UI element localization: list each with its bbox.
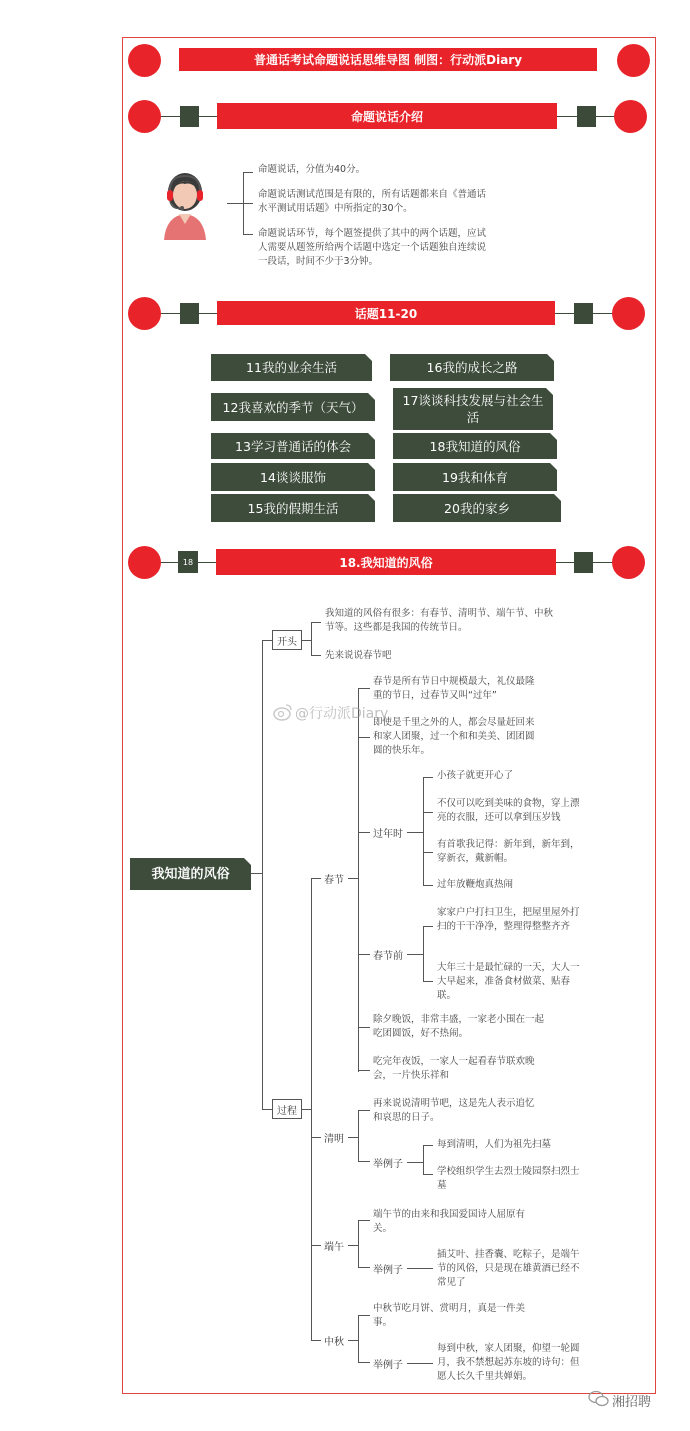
sec18-right-square — [574, 552, 593, 573]
spring-after-1: 除夕晚饭，非常丰盛，一家老小围在一起吃团圆饭，好不热闹。 — [373, 1014, 545, 1039]
intro-section-title: 命题说话介绍 — [217, 103, 557, 129]
topic-item: 18我知道的风俗 — [393, 433, 557, 459]
connector-line — [423, 777, 424, 886]
intro-right-square — [577, 106, 596, 127]
header-right-dot — [617, 44, 650, 77]
connector-line — [358, 1161, 370, 1162]
connector-line — [423, 1174, 433, 1175]
connector-line — [423, 852, 433, 853]
node-duanwu-example: 举例子 — [373, 1265, 403, 1276]
qingming-example-2: 学校组织学生去烈士陵园祭扫烈士墓 — [437, 1166, 580, 1191]
connector-line — [358, 954, 370, 955]
node-opening: 开头 — [272, 630, 302, 650]
topic-item: 14谈谈服饰 — [211, 463, 375, 491]
connector-line — [358, 1315, 359, 1363]
topic-item: 13学习普通话的体会 — [211, 433, 375, 459]
connector-line — [311, 655, 321, 656]
intro-left-square — [180, 106, 199, 127]
connector-line — [311, 1245, 321, 1246]
topics-left-dot — [128, 297, 161, 330]
connector-line — [358, 832, 370, 833]
spring-intro-1: 春节是所有节日中规模最大，礼仪最隆重的节日，过春节又叫“过年” — [373, 676, 535, 701]
watermark-corner: 湘招聘 — [612, 1395, 652, 1410]
connector-line — [348, 1245, 358, 1246]
connector-line — [423, 777, 433, 778]
node-zhongqiu: 中秋 — [324, 1337, 344, 1348]
connector-line — [348, 878, 358, 879]
connector-line — [358, 1267, 370, 1268]
node-before: 春节前 — [373, 951, 403, 962]
opening-line-2: 先来说说春节吧 — [325, 650, 392, 661]
connector-line — [423, 926, 433, 927]
connector-line — [358, 688, 370, 689]
duanwu-example: 插艾叶、挂香囊、吃粽子，是端午节的风俗，只是现在雄黄酒已经不常见了 — [437, 1249, 580, 1288]
connector-line — [407, 1162, 423, 1163]
connector-line — [358, 1362, 370, 1363]
zhongqiu-example: 每到中秋，家人团聚，仰望一轮圆月，我不禁想起苏东坡的诗句：但愿人长久千里共婵娟。 — [437, 1343, 580, 1382]
connector-line — [311, 622, 312, 656]
connector-line — [423, 885, 433, 886]
connector-line — [262, 640, 272, 641]
connector-line — [407, 1363, 433, 1364]
node-qingming-example: 举例子 — [373, 1159, 403, 1170]
topic-item: 17谈谈科技发展与社会生活 — [393, 388, 553, 430]
before-2: 大年三十是最忙碌的一天，大人一大早起来，准备食材做菜、贴春联。 — [437, 962, 580, 1001]
connector-line — [423, 1145, 424, 1175]
intro-point-1: 命题说话，分值为40分。 — [258, 164, 366, 175]
topic-item: 15我的假期生活 — [211, 494, 375, 522]
connector-line — [358, 1027, 370, 1028]
watermark-center: @行动派Diary — [295, 706, 389, 722]
connector-line — [311, 1340, 321, 1341]
connector-line — [302, 1109, 311, 1110]
connector-line — [348, 1340, 358, 1341]
connector-line — [311, 622, 321, 623]
connector-line — [407, 1268, 433, 1269]
node-qingming: 清明 — [324, 1134, 344, 1145]
connector-line — [311, 878, 321, 879]
spring-after-2: 吃完年夜饭，一家人一起看春节联欢晚会，一片快乐祥和 — [373, 1056, 535, 1081]
nian-4: 过年放鞭炮真热闹 — [437, 879, 514, 890]
sec18-badge: 18 — [178, 551, 198, 573]
topic-item: 19我和体育 — [393, 463, 557, 491]
connector-line — [358, 1220, 370, 1221]
headset-operator-icon — [160, 170, 210, 240]
nian-3: 有首歌我记得：新年到，新年到，穿新衣，戴新帽。 — [437, 839, 580, 864]
connector-line — [243, 234, 253, 235]
connector-line — [358, 1070, 370, 1071]
header-left-dot — [128, 44, 161, 77]
connector-line — [358, 1315, 370, 1316]
before-1: 家家户户打扫卫生，把屋里屋外打扫的干干净净，整理得整整齐齐 — [437, 907, 580, 932]
intro-right-dot — [614, 100, 647, 133]
connector-line — [358, 1110, 359, 1162]
nian-1: 小孩子就更开心了 — [437, 770, 514, 781]
connector-line — [407, 954, 423, 955]
connector-line — [243, 172, 253, 173]
connector-line — [358, 1110, 370, 1111]
connector-line — [262, 640, 263, 1110]
sec18-left-dot — [128, 546, 161, 579]
connector-line — [423, 812, 433, 813]
intro-point-3: 命题说话环节，每个题签提供了其中的两个话题，应试人需要从题签所给两个话题中选定一个话题独自连续说一段话，时间不少于3分钟。 — [258, 228, 487, 267]
qingming-example-1: 每到清明，人们为祖先扫墓 — [437, 1139, 552, 1150]
connector-line — [423, 926, 424, 982]
zhongqiu-intro: 中秋节吃月饼、赏明月，真是一件美事。 — [373, 1303, 526, 1328]
node-process: 过程 — [272, 1099, 302, 1119]
weibo-icon — [273, 703, 293, 721]
node-nian: 过年时 — [373, 829, 403, 840]
duanwu-intro: 端午节的由来和我国爱国诗人屈原有关。 — [373, 1209, 526, 1234]
connector-line — [358, 737, 370, 738]
topics-left-square — [180, 303, 199, 324]
header-title: 普通话考试命题说话思维导图 制图：行动派Diary — [179, 48, 597, 71]
topic-item: 20我的家乡 — [393, 494, 561, 522]
connector-line — [358, 1220, 359, 1268]
node-duanwu: 端午 — [324, 1242, 344, 1253]
opening-line-1: 我知道的风俗有很多：有春节、清明节、端午节、中秋节等。这些都是我国的传统节日。 — [325, 608, 554, 633]
connector-line — [311, 1137, 321, 1138]
mindmap-root: 我知道的风俗 — [130, 858, 251, 890]
topic-item: 12我喜欢的季节（天气） — [211, 393, 375, 421]
intro-point-2: 命题说话测试范围是有限的，所有话题都来自《普通话水平测试用话题》中所指定的30个。 — [258, 189, 487, 214]
topics-section-title: 话题11-20 — [217, 301, 555, 325]
connector-line — [251, 873, 262, 874]
intro-left-dot — [128, 100, 161, 133]
sec18-right-dot — [612, 546, 645, 579]
qingming-intro: 再来说说清明节吧，这是先人表示追忆和哀思的日子。 — [373, 1098, 535, 1123]
node-zhongqiu-example: 举例子 — [373, 1360, 403, 1371]
connector-line — [302, 640, 311, 641]
connector-line — [358, 688, 359, 1072]
spring-intro-2: 即使是千里之外的人，都会尽量赶回来和家人团聚，过一个和和美美、团团圆圆的快乐年。 — [373, 717, 535, 756]
connector-line — [262, 1109, 272, 1110]
nian-2: 不仅可以吃到美味的食物，穿上漂亮的衣服，还可以拿到压岁钱 — [437, 798, 580, 823]
topic-item: 11我的业余生活 — [211, 354, 372, 381]
connector-line — [227, 203, 244, 204]
connector-line — [423, 1145, 433, 1146]
connector-line — [311, 878, 312, 1340]
connector-line — [348, 1137, 358, 1138]
node-spring: 春节 — [324, 875, 344, 886]
topics-right-dot — [612, 297, 645, 330]
topic-item: 16我的成长之路 — [390, 354, 554, 381]
topics-right-square — [574, 303, 593, 324]
sec18-title: 18.我知道的风俗 — [216, 549, 556, 575]
wechat-icon — [588, 1390, 610, 1408]
connector-line — [243, 203, 253, 204]
connector-line — [407, 832, 423, 833]
connector-line — [423, 981, 433, 982]
